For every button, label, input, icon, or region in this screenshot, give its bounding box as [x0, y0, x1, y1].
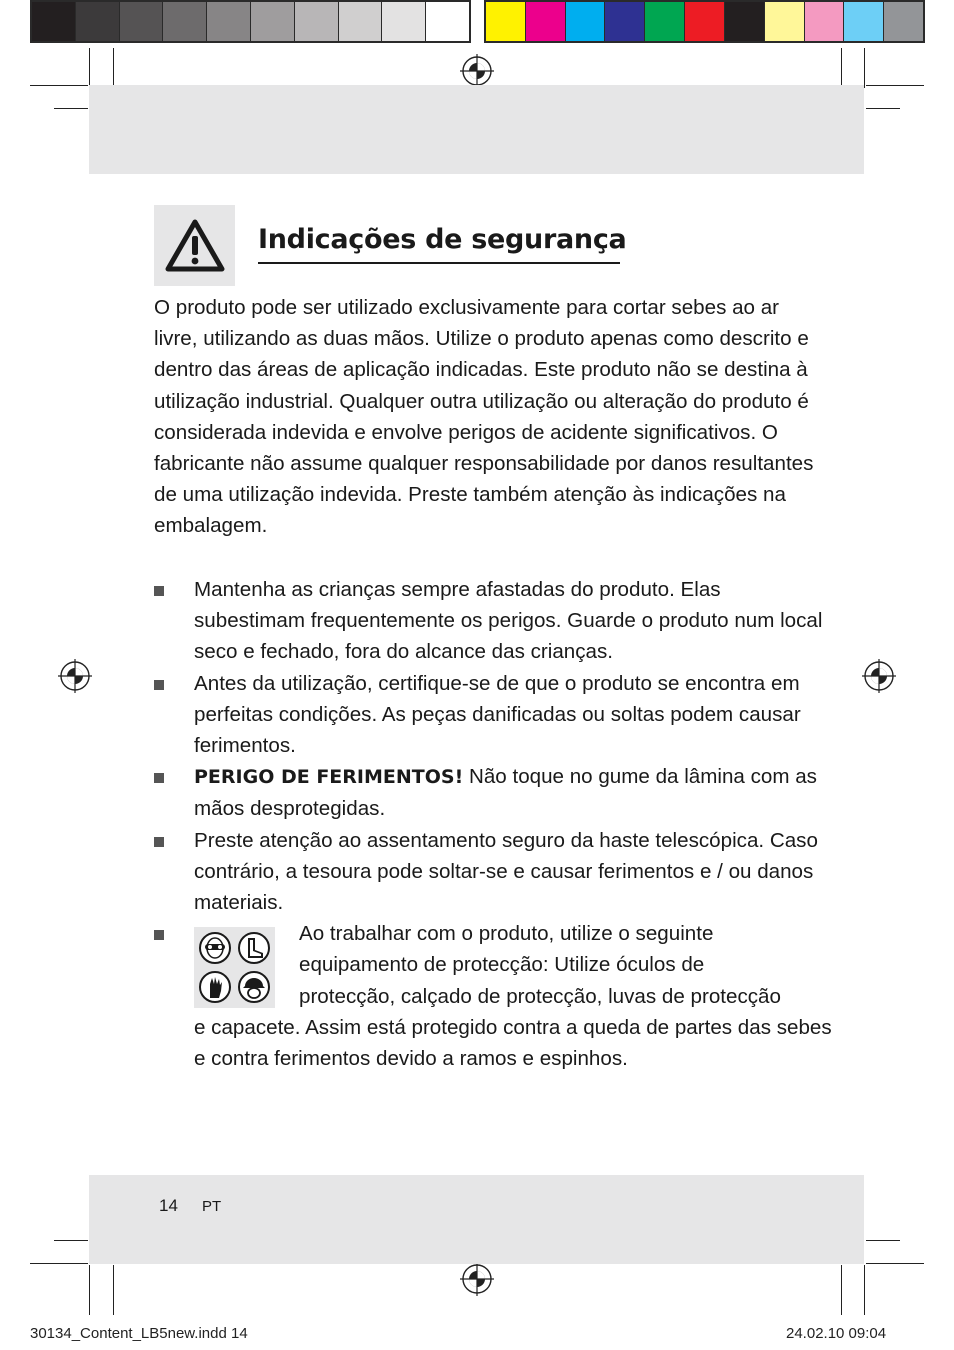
- crop-mark: [113, 1265, 114, 1315]
- safety-boots-icon: [236, 930, 273, 967]
- list-item: Mantenha as crianças sempre afastadas do produto. Elas subestimam frequentemente os perigos. Guarde o produto num local seco e fechado, fora do alcance das crianças.: [154, 574, 834, 668]
- grayscale-color-bar: [30, 0, 471, 43]
- color-swatch: [844, 2, 884, 41]
- crop-mark: [30, 85, 88, 86]
- ppe-text-lines: Ao trabalhar com o produto, utilize o seguinte equipamento de protecção: Utilize óculos de protecção, calçado de protecção, luvas de protecção: [299, 922, 781, 1008]
- gloves-icon: [197, 969, 234, 1006]
- helmet-icon: [236, 969, 273, 1006]
- color-swatch: [645, 2, 685, 41]
- color-swatch: [566, 2, 606, 41]
- ppe-icons-panel: [194, 927, 275, 1008]
- list-item: Preste atenção ao assentamento seguro da haste telescópica. Caso contrário, a tesoura pode soltar-se e causar ferimentos e / ou danos materiais.: [154, 825, 834, 919]
- crop-mark: [864, 1265, 865, 1315]
- safety-list: [154, 574, 834, 1074]
- safety-goggles-icon: [197, 930, 234, 967]
- crop-mark: [866, 1263, 924, 1264]
- crop-mark: [841, 48, 842, 88]
- registration-mark-icon: [862, 659, 896, 693]
- color-swatch: [765, 2, 805, 41]
- print-slug-datetime: 24.02.10 09:04: [786, 1325, 887, 1342]
- registration-mark-icon: [58, 659, 92, 693]
- bullet-square-icon: [154, 680, 164, 690]
- crop-mark: [866, 1240, 900, 1241]
- list-item: Antes da utilização, certifique-se de que o produto se encontra em perfeitas condições. As peças danificadas ou soltas podem causar ferimentos.: [154, 668, 834, 762]
- color-swatch: [295, 2, 339, 41]
- color-swatch: [382, 2, 426, 41]
- crop-mark: [864, 48, 865, 88]
- crop-mark: [113, 48, 114, 88]
- print-slug-file: 30134_Content_LB5new.indd 14: [30, 1325, 248, 1342]
- color-swatch: [207, 2, 251, 41]
- registration-mark-icon: [460, 1262, 494, 1296]
- title-underline: [258, 262, 620, 264]
- crop-mark: [89, 1265, 90, 1315]
- color-swatch: [339, 2, 383, 41]
- crop-mark: [30, 1263, 88, 1264]
- color-swatch: [486, 2, 526, 41]
- list-item: [154, 918, 834, 1074]
- color-swatch: [685, 2, 725, 41]
- ppe-text-continuation: e capacete. Assim está protegido contra a queda de partes das sebes e contra ferimentos devido a ramos e espinhos.: [194, 1015, 832, 1071]
- color-swatch: [526, 2, 566, 41]
- color-swatch: [725, 2, 765, 41]
- danger-label: PERIGO DE FERIMENTOS!: [194, 766, 464, 789]
- bullet-square-icon: [154, 930, 164, 940]
- crop-mark: [841, 1265, 842, 1315]
- color-swatch: [251, 2, 295, 41]
- bullet-square-icon: [154, 773, 164, 783]
- crop-mark: [866, 108, 900, 109]
- process-color-bar: [484, 0, 925, 43]
- warning-icon-box: [154, 205, 235, 286]
- color-swatch: [884, 2, 923, 41]
- color-swatch: [805, 2, 845, 41]
- bullet-square-icon: [154, 586, 164, 596]
- header-band: [89, 85, 864, 174]
- registration-mark-icon: [460, 54, 494, 88]
- crop-mark: [54, 1240, 88, 1241]
- page-number: 14: [159, 1196, 178, 1215]
- footer-band: [89, 1175, 864, 1264]
- crop-mark: [866, 85, 924, 86]
- crop-mark: [54, 108, 88, 109]
- warning-triangle-icon: [164, 218, 226, 274]
- color-swatch: [32, 2, 76, 41]
- list-item: PERIGO DE FERIMENTOS! Não toque no gume da lâmina com as mãos desprotegidas.: [154, 761, 834, 824]
- intro-paragraph: O produto pode ser utilizado exclusivamente para cortar sebes ao ar livre, utilizando as duas mãos. Utilize o produto apenas como descrito e dentro das áreas de aplicação indicadas. Este produto não se destina à utilização industrial. Qualquer outra utilização ou alteração do produto é considerada indevida e envolve perigos de acidente significativos. O fabricante não assume qualquer responsabilidade por danos resultantes de uma utilização indevida. Preste também atenção às indicações na embalagem.: [154, 296, 814, 538]
- bullet-square-icon: [154, 837, 164, 847]
- page-language: PT: [202, 1198, 222, 1215]
- page-title: Indicações de segurança: [258, 224, 627, 255]
- color-swatch: [605, 2, 645, 41]
- crop-mark: [89, 48, 90, 88]
- color-swatch: [426, 2, 469, 41]
- color-swatch: [163, 2, 207, 41]
- color-swatch: [76, 2, 120, 41]
- color-swatch: [120, 2, 164, 41]
